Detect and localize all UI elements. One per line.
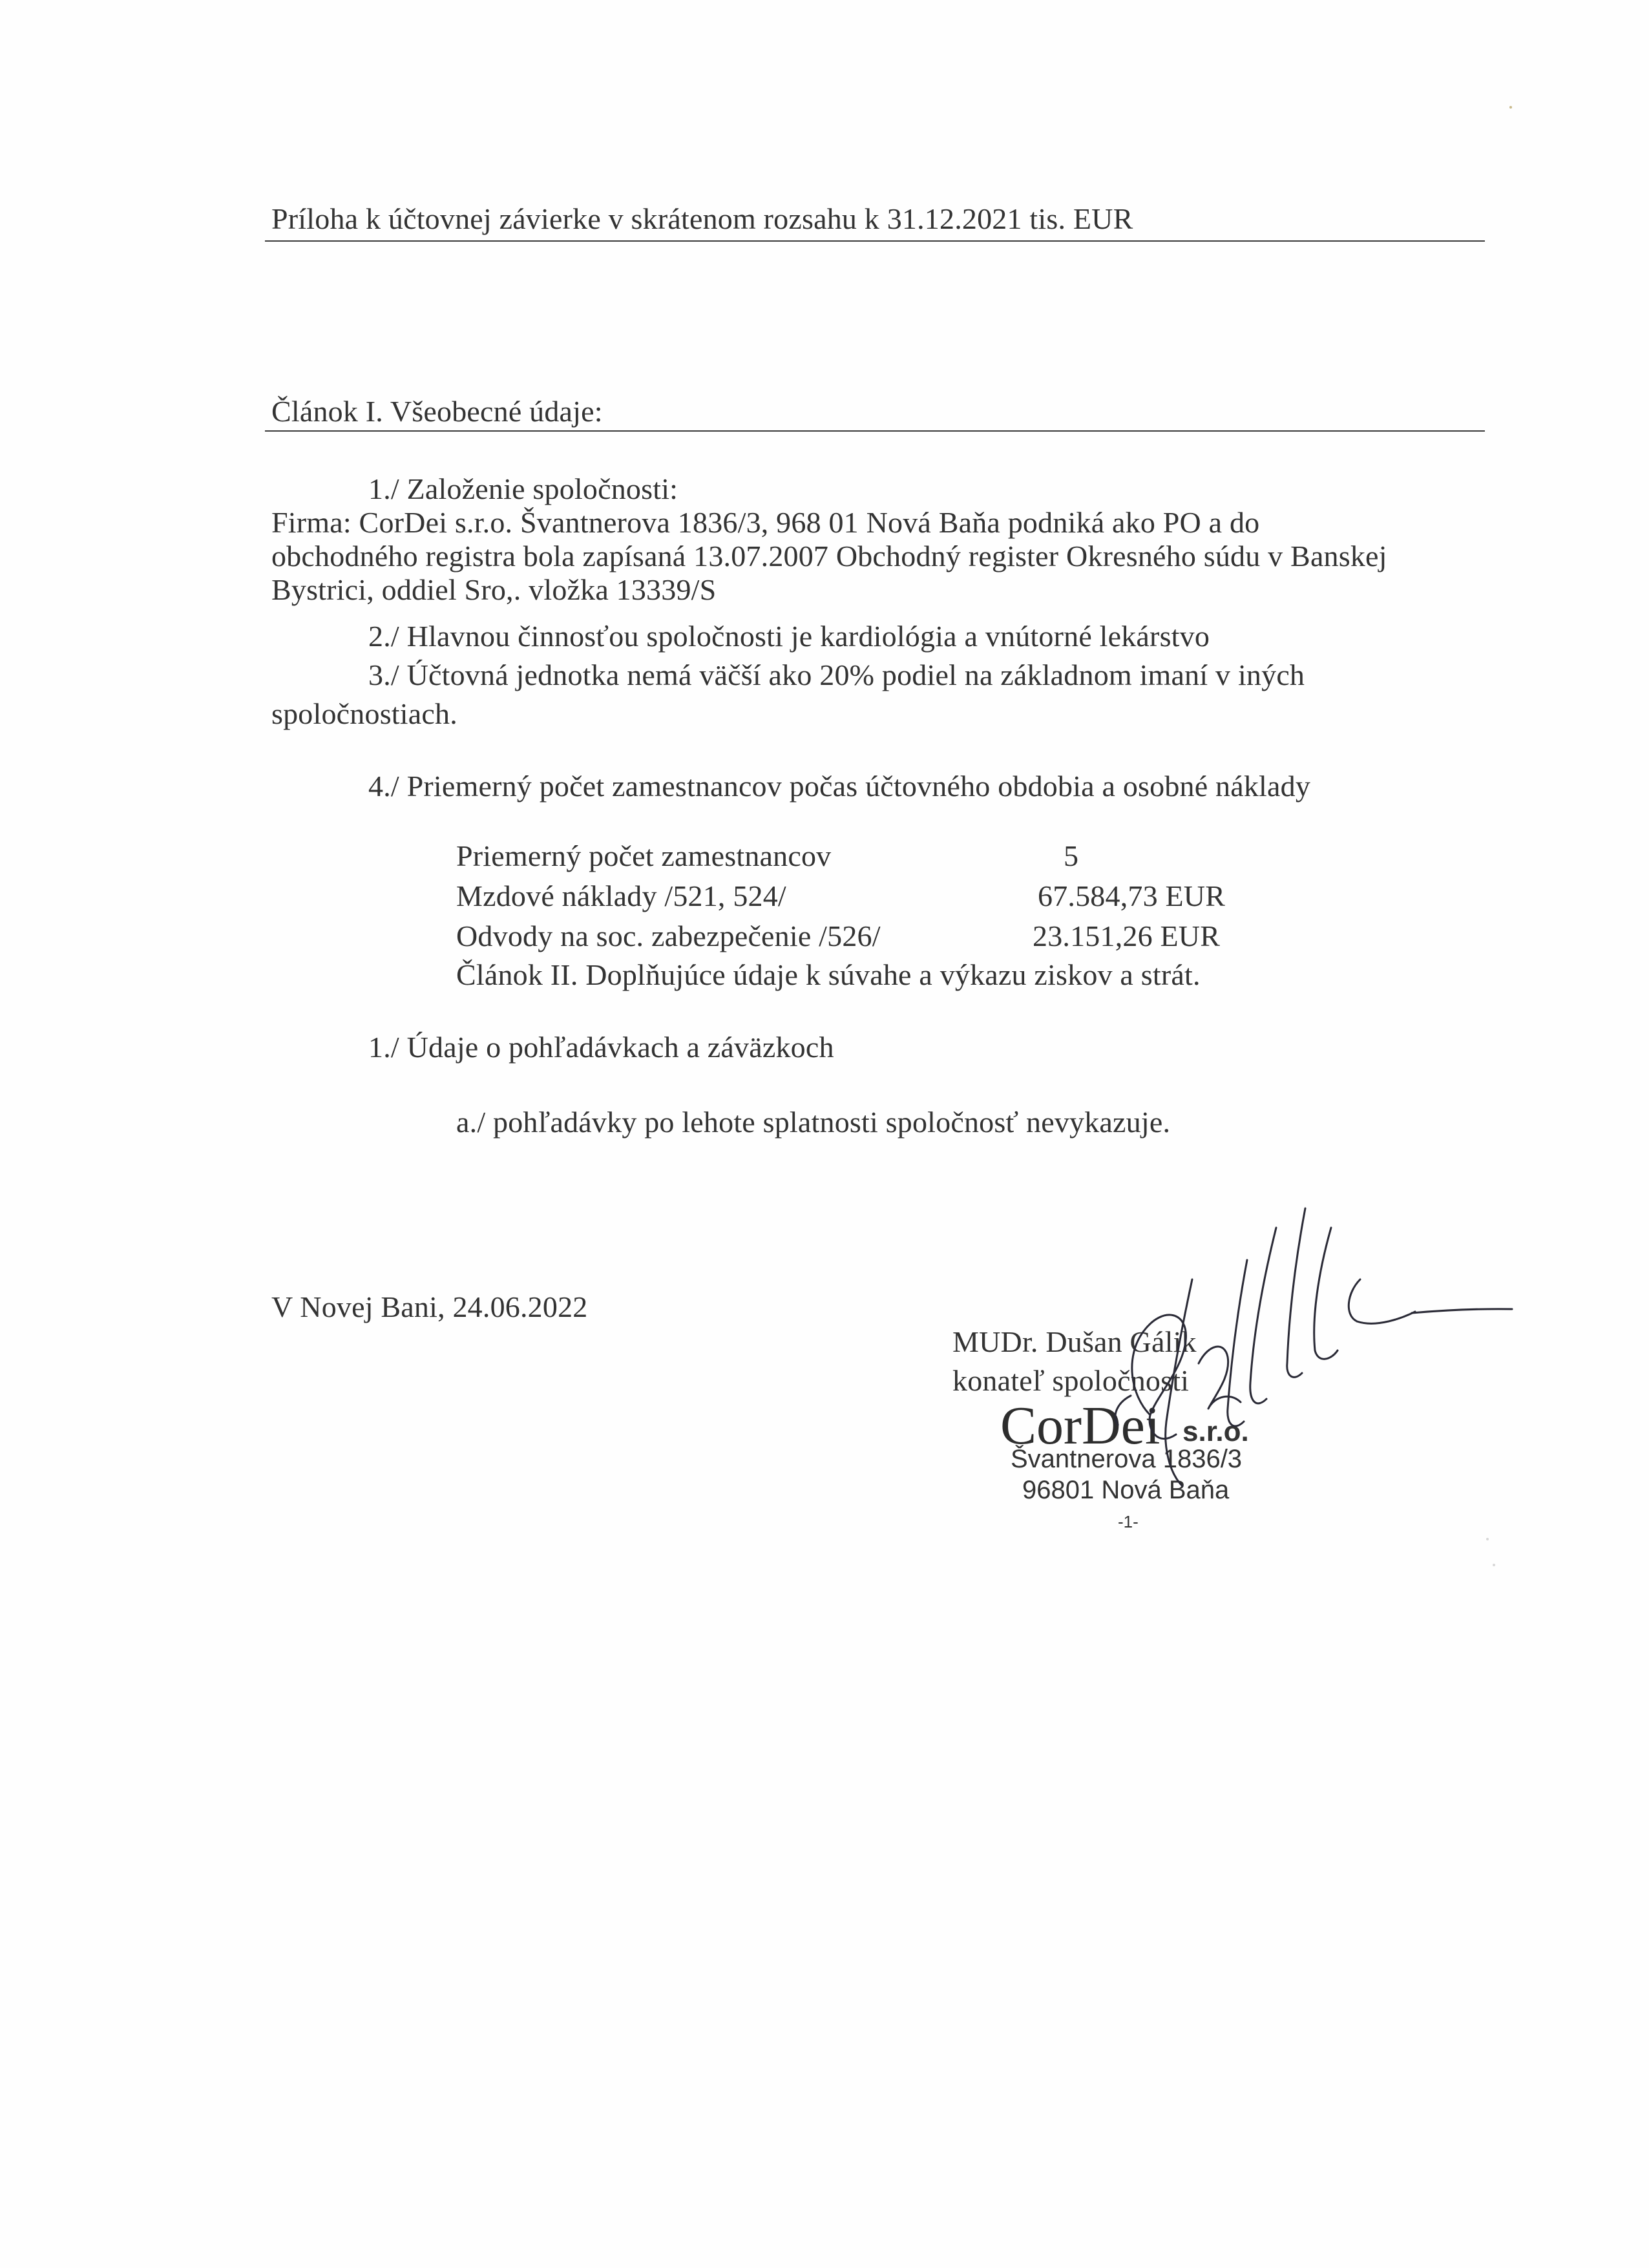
employees-item-title: 4./ Priemerný počet zamestnancov počas účtovného obdobia a osobné náklady <box>368 770 1311 803</box>
document-title: Príloha k účtovnej závierke v skrátenom rozsahu k 31.12.2021 tis. EUR <box>271 202 1133 235</box>
social-contributions-value: 23.151,26 EUR <box>1033 919 1221 952</box>
receivables-section-title: 1./ Údaje o pohľadávkach a záväzkoch <box>368 1031 834 1064</box>
employee-count-value: 5 <box>1064 839 1079 872</box>
firm-line-1: Firma: CorDei s.r.o. Švantnerova 1836/3, 968 01 Nová Baňa podniká ako PO a do <box>271 506 1260 539</box>
article-1-heading: Článok I. Všeobecné údaje: <box>271 395 603 428</box>
share-item-line-2: spoločnostiach. <box>271 697 457 730</box>
handwritten-signature <box>1053 1202 1518 1538</box>
main-activity-item: 2./ Hlavnou činnosťou spoločnosti je kardiológia a vnútorné lekárstvo <box>368 620 1210 653</box>
scan-speck <box>1509 106 1512 109</box>
signer-name: MUDr. Dušan Gálik <box>952 1325 1197 1358</box>
scan-speck <box>1493 1564 1495 1566</box>
place-and-date: V Novej Bani, 24.06.2022 <box>271 1290 588 1323</box>
stamp-street: Švantnerova 1836/3 <box>1011 1445 1243 1473</box>
stamp-company-name: CorDei <box>1000 1396 1161 1456</box>
page-number: -1- <box>1118 1512 1139 1531</box>
article-1-underline <box>265 430 1485 432</box>
signer-role: konateľ spoločnosti <box>952 1364 1190 1397</box>
firm-line-2: obchodného registra bola zapísaná 13.07.2007 Obchodný register Okresného súdu v Banskej <box>271 540 1387 572</box>
employee-count-label: Priemerný počet zamestnancov <box>456 839 832 872</box>
article-2-heading: Článok II. Doplňujúce údaje k súvahe a výkazu ziskov a strát. <box>456 958 1201 991</box>
stamp-company-suffix: s.r.o. <box>1182 1416 1249 1447</box>
social-contributions-label: Odvody na soc. zabezpečenie /526/ <box>456 919 881 952</box>
section-founding-title: 1./ Založenie spoločnosti: <box>368 472 678 505</box>
overdue-receivables-item: a./ pohľadávky po lehote splatnosti spoločnosť nevykazuje. <box>456 1106 1171 1139</box>
wage-costs-value: 67.584,73 EUR <box>1038 879 1226 912</box>
stamp-city: 96801 Nová Baňa <box>1022 1476 1230 1504</box>
share-item-line-1: 3./ Účtovná jednotka nemá väčší ako 20% podiel na základnom imaní v iných <box>368 658 1305 691</box>
scan-speck <box>1486 1538 1489 1540</box>
wage-costs-label: Mzdové náklady /521, 524/ <box>456 879 786 912</box>
firm-line-3: Bystrici, oddiel Sro,. vložka 13339/S <box>271 573 717 606</box>
title-underline <box>265 240 1485 242</box>
